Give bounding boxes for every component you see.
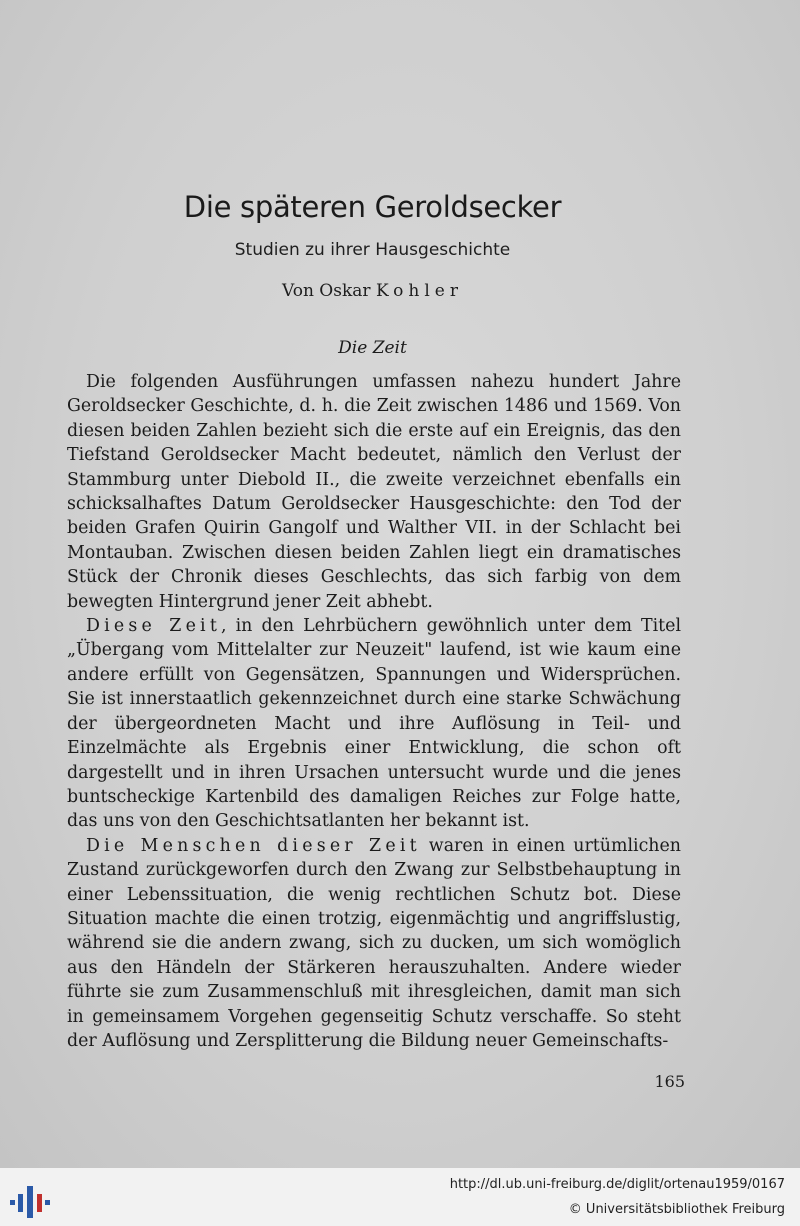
article-title: Die späteren Geroldsecker [183,190,562,224]
paragraph [67,834,681,1054]
section-heading: Die Zeit [338,338,407,358]
copyright-notice: © Universitätsbibliothek Freiburg [568,1202,785,1217]
paragraph-text: , in den Lehrbüchern gewöhnlich unter dem Titel „Übergang vom Mittelalter zur Neuzeit" laufend, ist wie kaum eine andere erfüllt von Gegensätzen, Spannungen und Widersprüchen. Sie ist innerstaatlich gekennzeichnet durch eine starke Schwächung der übergeordneten Macht und ihre Auflösung in Teil- und Einzelmächte als Ergebnis einer Entwicklung, die schon oft dargestellt und in ihren Ursachen untersucht wurde und die jenes buntscheckige Kartenbild des damaligen Reiches zur Folge hatte, das uns von den Geschichtsatlanten her bekannt ist. [67,616,682,832]
library-logo-icon [10,1176,52,1220]
author-prefix: Von Oskar [282,281,371,301]
permalink-url[interactable]: http://dl.ub.uni-freiburg.de/diglit/ortenau1959/0167 [449,1177,785,1192]
paragraph-lead: Die Menschen dieser Zeit [86,835,421,856]
article-body [67,370,681,1053]
article-subtitle: Studien zu ihrer Hausgeschichte [234,240,511,260]
paragraph [67,614,681,834]
author-line [0,281,745,301]
paragraph-text: waren in einen urtümlichen Zustand zurückgeworfen durch den Zwang zur Selbstbehauptung in einer Lebenssituation, die wenig rechtlichen Schutz bot. Diese Situation machte die einen trotzig, eigenmächtig und angriffslustig, während sie die andern zwang, sich zu ducken, um sich womöglich aus den Händeln der Stärkeren herauszuhalten. Andere wieder führte sie zum Zusammenschluß mit ihresgleichen, damit man sich in gemeinsamem Vorgehen gegenseitig Schutz verschaffe. So steht der Auflösung und Zersplitterung die Bildung neuer Gemeinschafts- [67,835,682,1051]
paragraph-text: Die folgenden Ausführungen umfassen nahezu hundert Jahre Geroldsecker Geschichte, d. h. die Zeit zwischen 1486 und 1569. Von diesen beiden Zahlen bezieht sich die erste auf ein Ereignis, das den Tiefstand Geroldsecker Macht bedeutet, nämlich den Verlust der Stammburg unter Diebold II., die zweite verzeichnet ebenfalls ein schicksalhaftes Datum Geroldsecker Hausgeschichte: den Tod der beiden Grafen Quirin Gangolf und Walther VII. in der Schlacht bei Montauban. Zwischen diesen beiden Zahlen liegt ein dramatisches Stück der Chronik dieses Geschlechts, das sich farbig von dem bewegten Hintergrund jener Zeit abhebt. [67,372,681,612]
paragraph-lead: Diese Zeit [86,616,222,637]
paragraph [67,370,681,614]
page-number: 165 [654,1072,685,1091]
footer-bar [0,1168,800,1226]
author-name: Kohler [375,281,463,301]
